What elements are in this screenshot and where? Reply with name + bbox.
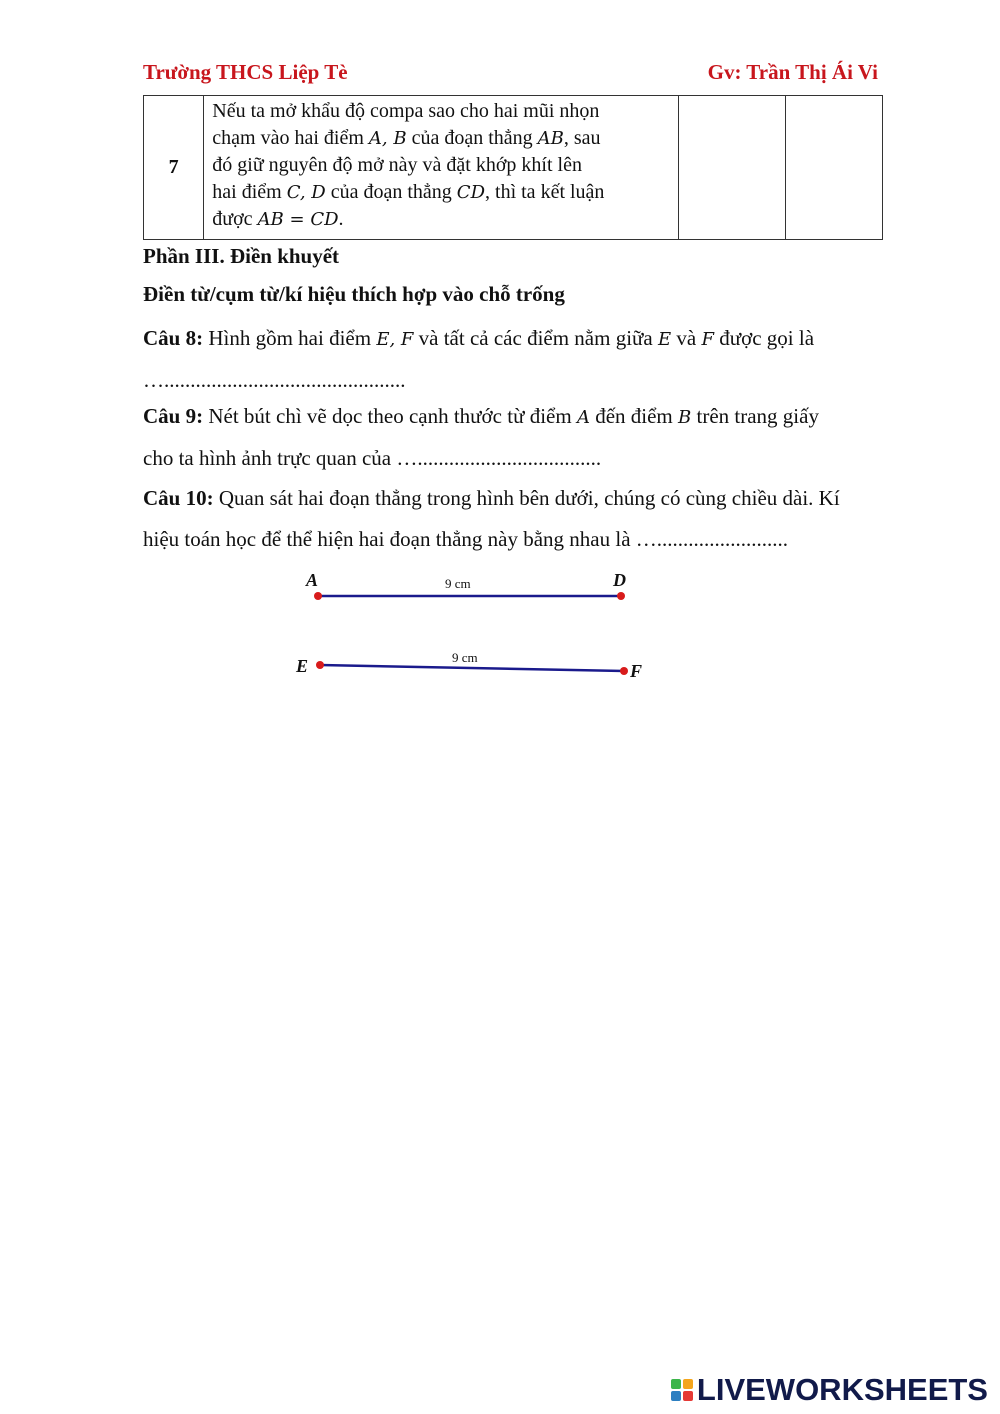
row-number: 7 <box>144 96 204 240</box>
label-d: D <box>613 570 626 590</box>
segment-ad <box>305 570 626 600</box>
statement-text: chạm vào hai điểm <box>212 127 369 149</box>
question-text: trên trang giấy <box>691 404 819 428</box>
instruction-text: Điền từ/cụm từ/kí hiệu thích hợp vào chỗ trống <box>143 282 565 306</box>
math-expression: E, F <box>376 329 414 350</box>
question-text: Quan sát hai đoạn thẳng trong hình bên dưới, chúng có cùng chiều dài. Kí <box>213 486 840 510</box>
logo-tiles-icon <box>671 1379 693 1401</box>
logo-tile <box>683 1391 693 1401</box>
question-text-with-blank[interactable]: cho ta hình ảnh trực quan của …................................... <box>143 446 602 470</box>
table-row <box>144 96 883 240</box>
question-label: Câu 10: <box>143 486 214 510</box>
question-label: Câu 8: <box>143 326 204 350</box>
math-expression: CD <box>456 182 486 203</box>
label-f: F <box>630 661 643 681</box>
length-label-ef: 9 cm <box>452 650 478 665</box>
math-expression: E <box>658 329 672 350</box>
segment-ef <box>295 650 642 681</box>
logo-text: LIVEWORKSHEETS <box>696 1372 988 1407</box>
page-header <box>143 60 878 90</box>
question-text: được gọi là <box>713 326 815 350</box>
math-expression: AB = CD <box>257 209 339 230</box>
math-expression: C, D <box>286 182 326 203</box>
math-expression: AB <box>537 128 564 149</box>
point-a <box>314 592 322 600</box>
question-text: đến điểm <box>589 404 679 428</box>
answer-cell-true[interactable] <box>679 96 786 240</box>
question-9 <box>143 396 933 479</box>
teacher-name: Gv: Trần Thị Ái Vi <box>707 60 878 84</box>
math-expression: A <box>576 407 590 428</box>
statement-line: Nếu ta mở khẩu độ compa sao cho hai mũi nhọn <box>212 100 600 122</box>
question-text-with-blank[interactable]: hiệu toán học để thể hiện hai đoạn thẳng này bằng nhau là …......................... <box>143 527 789 551</box>
math-expression: A, B <box>368 128 407 149</box>
point-d <box>617 592 625 600</box>
segments-figure <box>280 560 680 690</box>
statement-text: , thì ta kết luận <box>485 181 605 203</box>
statement-text: của đoạn thẳng <box>325 181 457 203</box>
label-a: A <box>306 570 319 590</box>
answer-cell-false[interactable] <box>786 96 883 240</box>
math-expression: F <box>701 329 714 350</box>
logo-tile <box>671 1391 681 1401</box>
statement-text: , sau <box>563 127 601 149</box>
statement-line: đó giữ nguyên độ mở này và đặt khớp khít lên <box>212 154 582 176</box>
statement-text: hai điểm <box>212 181 287 203</box>
statement-text: của đoạn thẳng <box>406 127 538 149</box>
question-10 <box>143 478 933 560</box>
question-8 <box>143 318 933 401</box>
point-e <box>316 661 324 669</box>
question-text: Hình gồm hai điểm <box>203 326 377 350</box>
logo-tile <box>671 1379 681 1389</box>
true-false-table <box>143 95 883 240</box>
question-label: Câu 9: <box>143 404 204 428</box>
liveworksheets-logo <box>671 1370 988 1410</box>
school-name: Trường THCS Liệp Tè <box>143 60 348 84</box>
point-f <box>620 667 628 675</box>
statement-text: . <box>338 208 344 230</box>
length-label-ad: 9 cm <box>445 576 471 591</box>
label-e: E <box>296 656 309 676</box>
logo-tile <box>683 1379 693 1389</box>
math-expression: B <box>678 407 692 428</box>
question-text: Nét bút chì vẽ dọc theo cạnh thước từ điểm <box>203 404 577 428</box>
question-text: và tất cả các điểm nằm giữa <box>413 326 659 350</box>
section-title: Phần III. Điền khuyết <box>143 244 340 268</box>
statement-text: được <box>212 208 258 230</box>
answer-blank[interactable]: ….............................................. <box>143 368 406 392</box>
segment-ef-line <box>320 665 624 671</box>
row-statement <box>204 96 679 240</box>
question-text: và <box>671 326 702 350</box>
